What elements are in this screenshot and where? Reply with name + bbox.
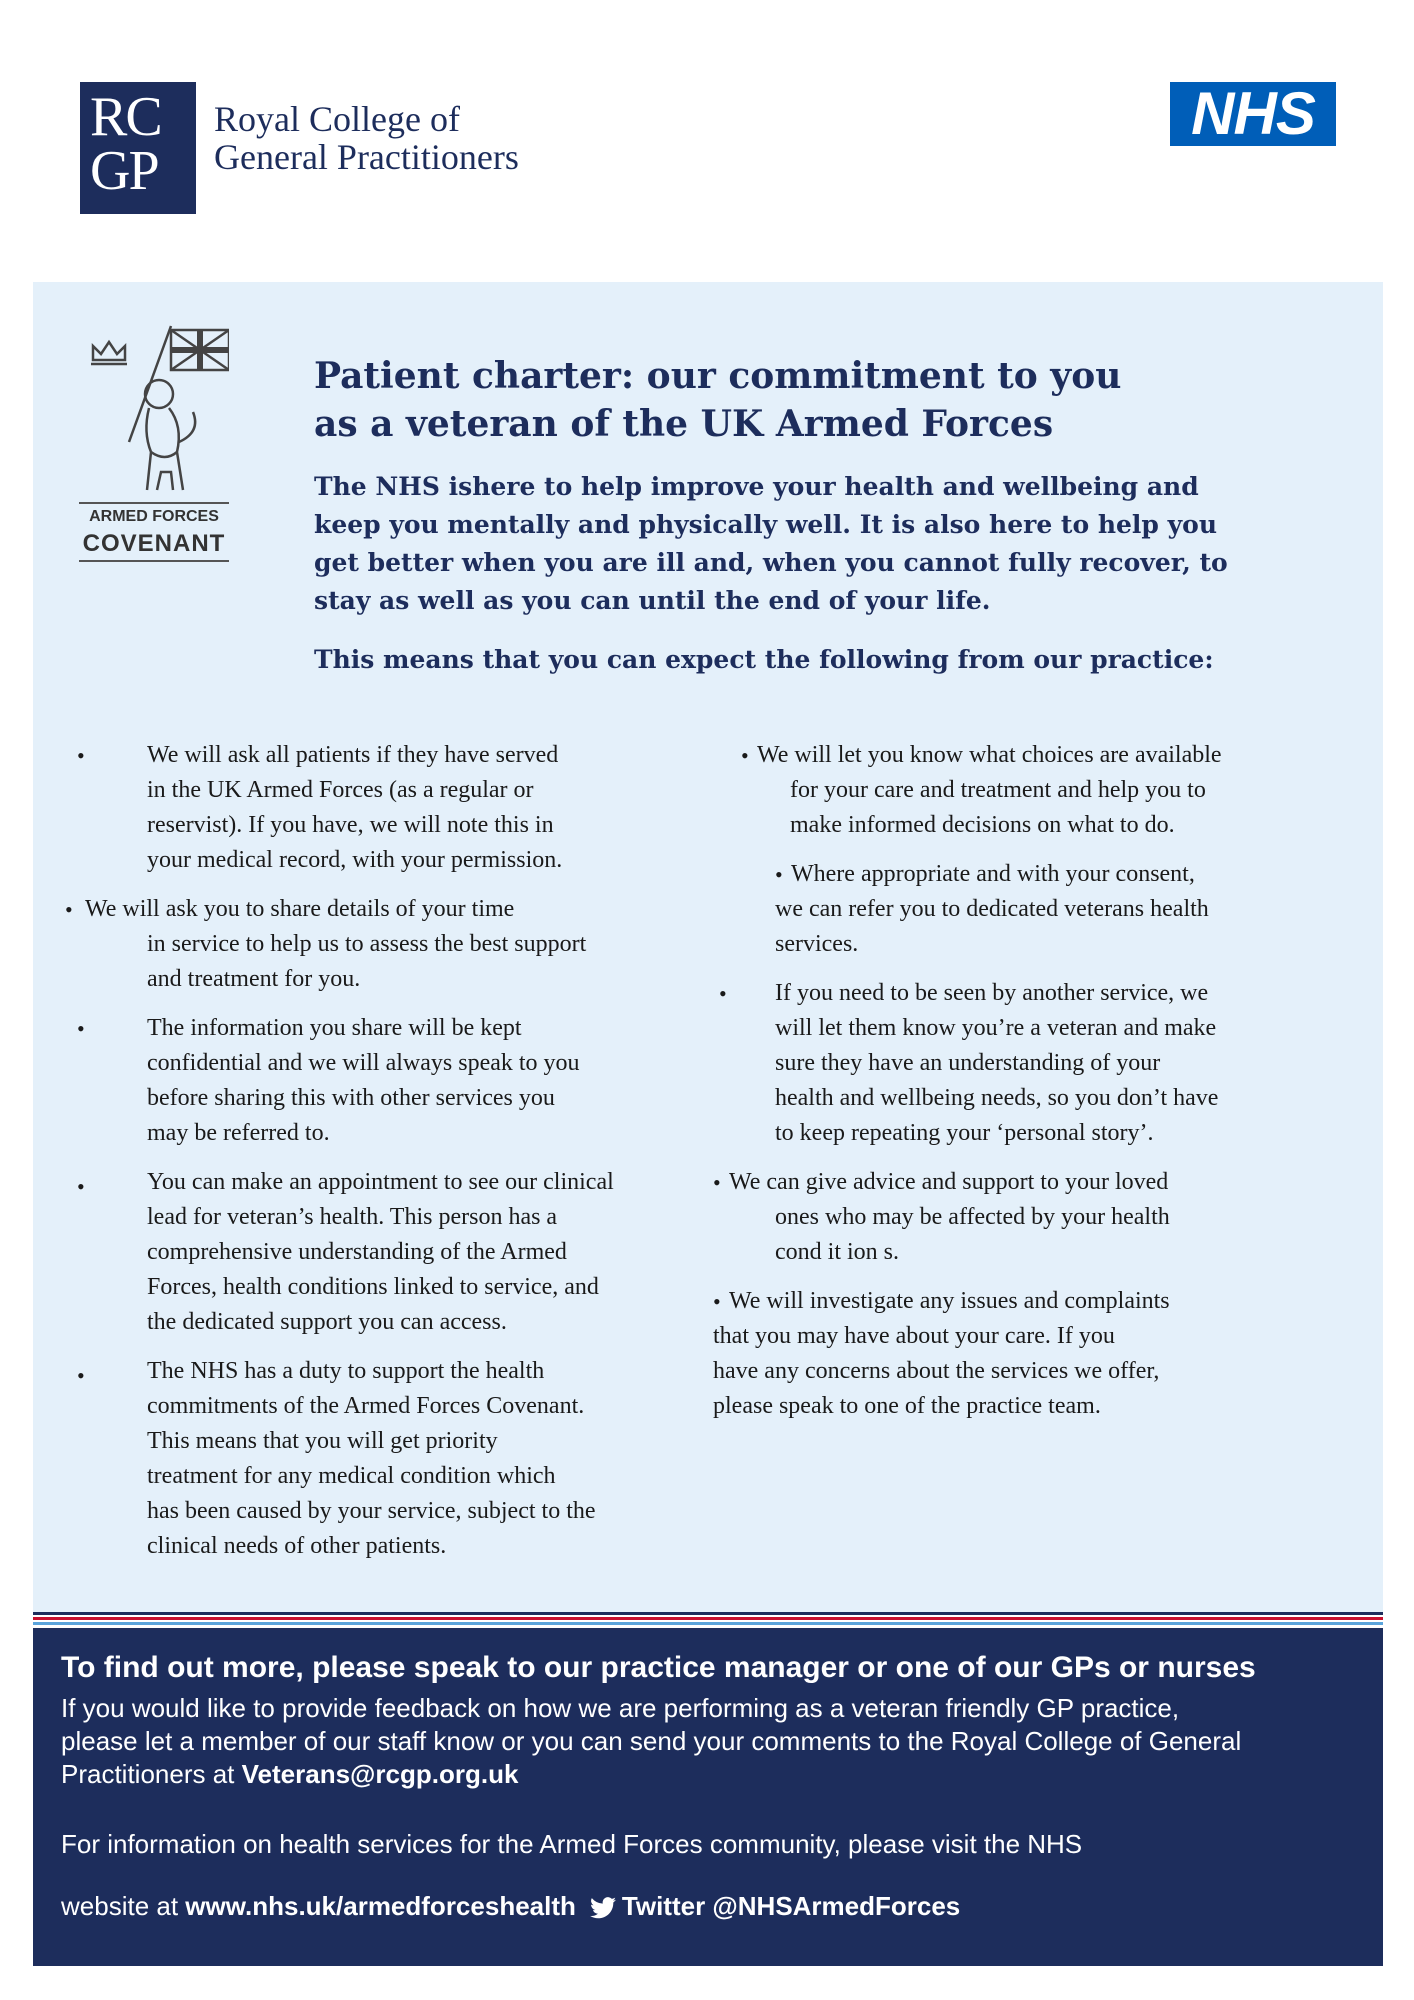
bullet-item bbox=[713, 1284, 1353, 1424]
bullet-line: comprehensive understanding of the Armed bbox=[147, 1239, 567, 1265]
web-prefix: website at bbox=[61, 1891, 186, 1921]
bullet-line: please speak to one of the practice team. bbox=[713, 1393, 1101, 1419]
bullet-line: We can give advice and support to your loved bbox=[729, 1169, 1169, 1195]
footer-body-line3 bbox=[61, 1758, 1361, 1791]
bullet-dot: • bbox=[77, 1016, 85, 1041]
intro-line1: The NHS ishere to help improve your health and wellbeing and bbox=[314, 472, 1199, 501]
page-title bbox=[314, 352, 1314, 448]
intro-line3: get better when you are ill and, when you cannot fully recover, to bbox=[314, 548, 1228, 577]
bullet-line: for your care and treatment and help you to bbox=[790, 777, 1206, 803]
bullet-line: Where appropriate and with your consent, bbox=[791, 861, 1195, 887]
nhs-logo: NHS bbox=[1170, 82, 1336, 146]
bullet-line: clinical needs of other patients. bbox=[147, 1533, 447, 1559]
bullet-line: make informed decisions on what to do. bbox=[790, 812, 1175, 838]
rcgp-logo bbox=[80, 82, 196, 214]
lead-sentence: This means that you can expect the following from our practice: bbox=[314, 645, 1214, 674]
bullet-line: We will ask you to share details of your time bbox=[85, 896, 515, 922]
bullet-line: we can refer you to dedicated veterans health bbox=[775, 896, 1209, 922]
twitter-link[interactable]: Twitter @NHSArmedForces bbox=[621, 1891, 961, 1921]
bullet-line: Forces, health conditions linked to service, and bbox=[147, 1274, 599, 1300]
right-bullet-list bbox=[713, 738, 1353, 1424]
bullet-line: commitments of the Armed Forces Covenant. bbox=[147, 1393, 585, 1419]
lion-flag-crown-icon bbox=[79, 322, 229, 502]
intro-line2: keep you mentally and physically well. It is also here to help you bbox=[314, 510, 1217, 539]
left-bullet-list bbox=[65, 738, 705, 1564]
bullet-line: and treatment for you. bbox=[147, 966, 361, 992]
bullet-dot: • bbox=[65, 897, 73, 922]
bullet-dot: • bbox=[77, 743, 85, 768]
bullet-item bbox=[713, 976, 1353, 1151]
bullet-line: lead for veteran’s health. This person has a bbox=[147, 1204, 558, 1230]
stripe-red bbox=[33, 1617, 1383, 1620]
email-link[interactable]: Veterans@rcgp.org.uk bbox=[241, 1759, 519, 1789]
footer-body-line2: please let a member of our staff know or you can send your comments to the Royal College of General bbox=[61, 1726, 1242, 1756]
bullet-line: in the UK Armed Forces (as a regular or bbox=[147, 777, 534, 803]
footer-feedback-text bbox=[61, 1692, 1361, 1791]
bullet-line: to keep repeating your ‘personal story’. bbox=[775, 1120, 1154, 1146]
bullet-dot: • bbox=[775, 862, 783, 887]
bullet-line: have any concerns about the services we offer, bbox=[713, 1358, 1160, 1384]
bullet-line: The NHS has a duty to support the health bbox=[147, 1358, 545, 1384]
bullet-line: confidential and we will always speak to you bbox=[147, 1050, 580, 1076]
bullet-line: The information you share will be kept bbox=[147, 1015, 522, 1041]
bullet-line: We will ask all patients if they have served bbox=[147, 742, 559, 768]
rcgp-name bbox=[214, 100, 519, 176]
stripe-light-blue bbox=[33, 1622, 1383, 1625]
bullet-item bbox=[65, 1165, 705, 1340]
footer-body-line1: If you would like to provide feedback on how we are performing as a veteran friendly GP practice, bbox=[61, 1693, 1180, 1723]
stripe-navy bbox=[33, 1612, 1383, 1615]
bullet-line: has been caused by your service, subject to the bbox=[147, 1498, 596, 1524]
bullet-line: before sharing this with other services you bbox=[147, 1085, 555, 1111]
bullet-line: health and wellbeing needs, so you don’t have bbox=[775, 1085, 1219, 1111]
bullet-item bbox=[713, 857, 1353, 962]
bullet-line: If you need to be seen by another service, we bbox=[775, 980, 1209, 1006]
armed-forces-covenant-logo bbox=[79, 322, 229, 562]
bullet-line: cond it ion s. bbox=[775, 1239, 899, 1265]
footer-web-line bbox=[61, 1890, 1361, 1923]
bullet-item bbox=[713, 1165, 1353, 1270]
covenant-line1: ARMED FORCES bbox=[79, 502, 229, 526]
bullet-line: sure they have an understanding of your bbox=[775, 1050, 1161, 1076]
bullet-dot: • bbox=[741, 743, 749, 768]
bullet-dot: • bbox=[77, 1363, 85, 1388]
bullet-item bbox=[65, 1011, 705, 1151]
title-line1: Patient charter: our commitment to you bbox=[314, 355, 1122, 397]
bullet-line: will let them know you’re a veteran and make bbox=[775, 1015, 1217, 1041]
twitter-bird-icon bbox=[590, 1897, 616, 1919]
bullet-line: in service to help us to assess the best support bbox=[147, 931, 587, 957]
charter-panel bbox=[33, 282, 1383, 1612]
website-link[interactable]: www.nhs.uk/armedforceshealth bbox=[185, 1891, 576, 1921]
rcgp-monogram-line1: RC bbox=[90, 86, 161, 148]
footer-info: For information on health services for the Armed Forces community, please visit the NHS bbox=[61, 1829, 1083, 1859]
stripe-divider bbox=[33, 1612, 1383, 1628]
bullet-dot: • bbox=[713, 1289, 721, 1314]
footer-heading: To find out more, please speak to our practice manager or one of our GPs or nurses bbox=[61, 1651, 1256, 1684]
bullet-line: your medical record, with your permission. bbox=[147, 847, 563, 873]
rcgp-name-line1: Royal College of bbox=[214, 99, 460, 139]
rcgp-monogram-line2: GP bbox=[90, 140, 158, 202]
title-line2: as a veteran of the UK Armed Forces bbox=[314, 403, 1054, 445]
bullet-line: the dedicated support you can access. bbox=[147, 1309, 507, 1335]
footer bbox=[33, 1628, 1383, 1966]
bullet-item bbox=[713, 738, 1353, 843]
bullet-item bbox=[65, 892, 705, 997]
bullet-line: You can make an appointment to see our clinical bbox=[147, 1169, 614, 1195]
bullet-line: We will let you know what choices are available bbox=[757, 742, 1222, 768]
bullet-dot: • bbox=[77, 1174, 85, 1199]
bullet-line: reservist). If you have, we will note this in bbox=[147, 812, 554, 838]
bullet-dot: • bbox=[713, 1170, 721, 1195]
rcgp-monogram bbox=[90, 86, 190, 202]
bullet-line: treatment for any medical condition which bbox=[147, 1463, 556, 1489]
rcgp-name-line2: General Practitioners bbox=[214, 137, 519, 177]
intro-line4: stay as well as you can until the end of your life. bbox=[314, 586, 991, 615]
bullet-item bbox=[65, 1354, 705, 1564]
bullet-line: may be referred to. bbox=[147, 1120, 330, 1146]
bullet-line: This means that you will get priority bbox=[147, 1428, 498, 1454]
footer-body-line3-prefix: Practitioners at bbox=[61, 1759, 242, 1789]
bullet-line: services. bbox=[775, 931, 859, 957]
bullet-item bbox=[65, 738, 705, 878]
covenant-line2: COVENANT bbox=[79, 530, 229, 562]
bullet-line: We will investigate any issues and complaints bbox=[729, 1288, 1170, 1314]
bullet-line: ones who may be affected by your health bbox=[775, 1204, 1170, 1230]
intro-paragraph bbox=[314, 468, 1294, 620]
bullet-dot: • bbox=[719, 981, 727, 1006]
bullet-line: that you may have about your care. If you bbox=[713, 1323, 1115, 1349]
